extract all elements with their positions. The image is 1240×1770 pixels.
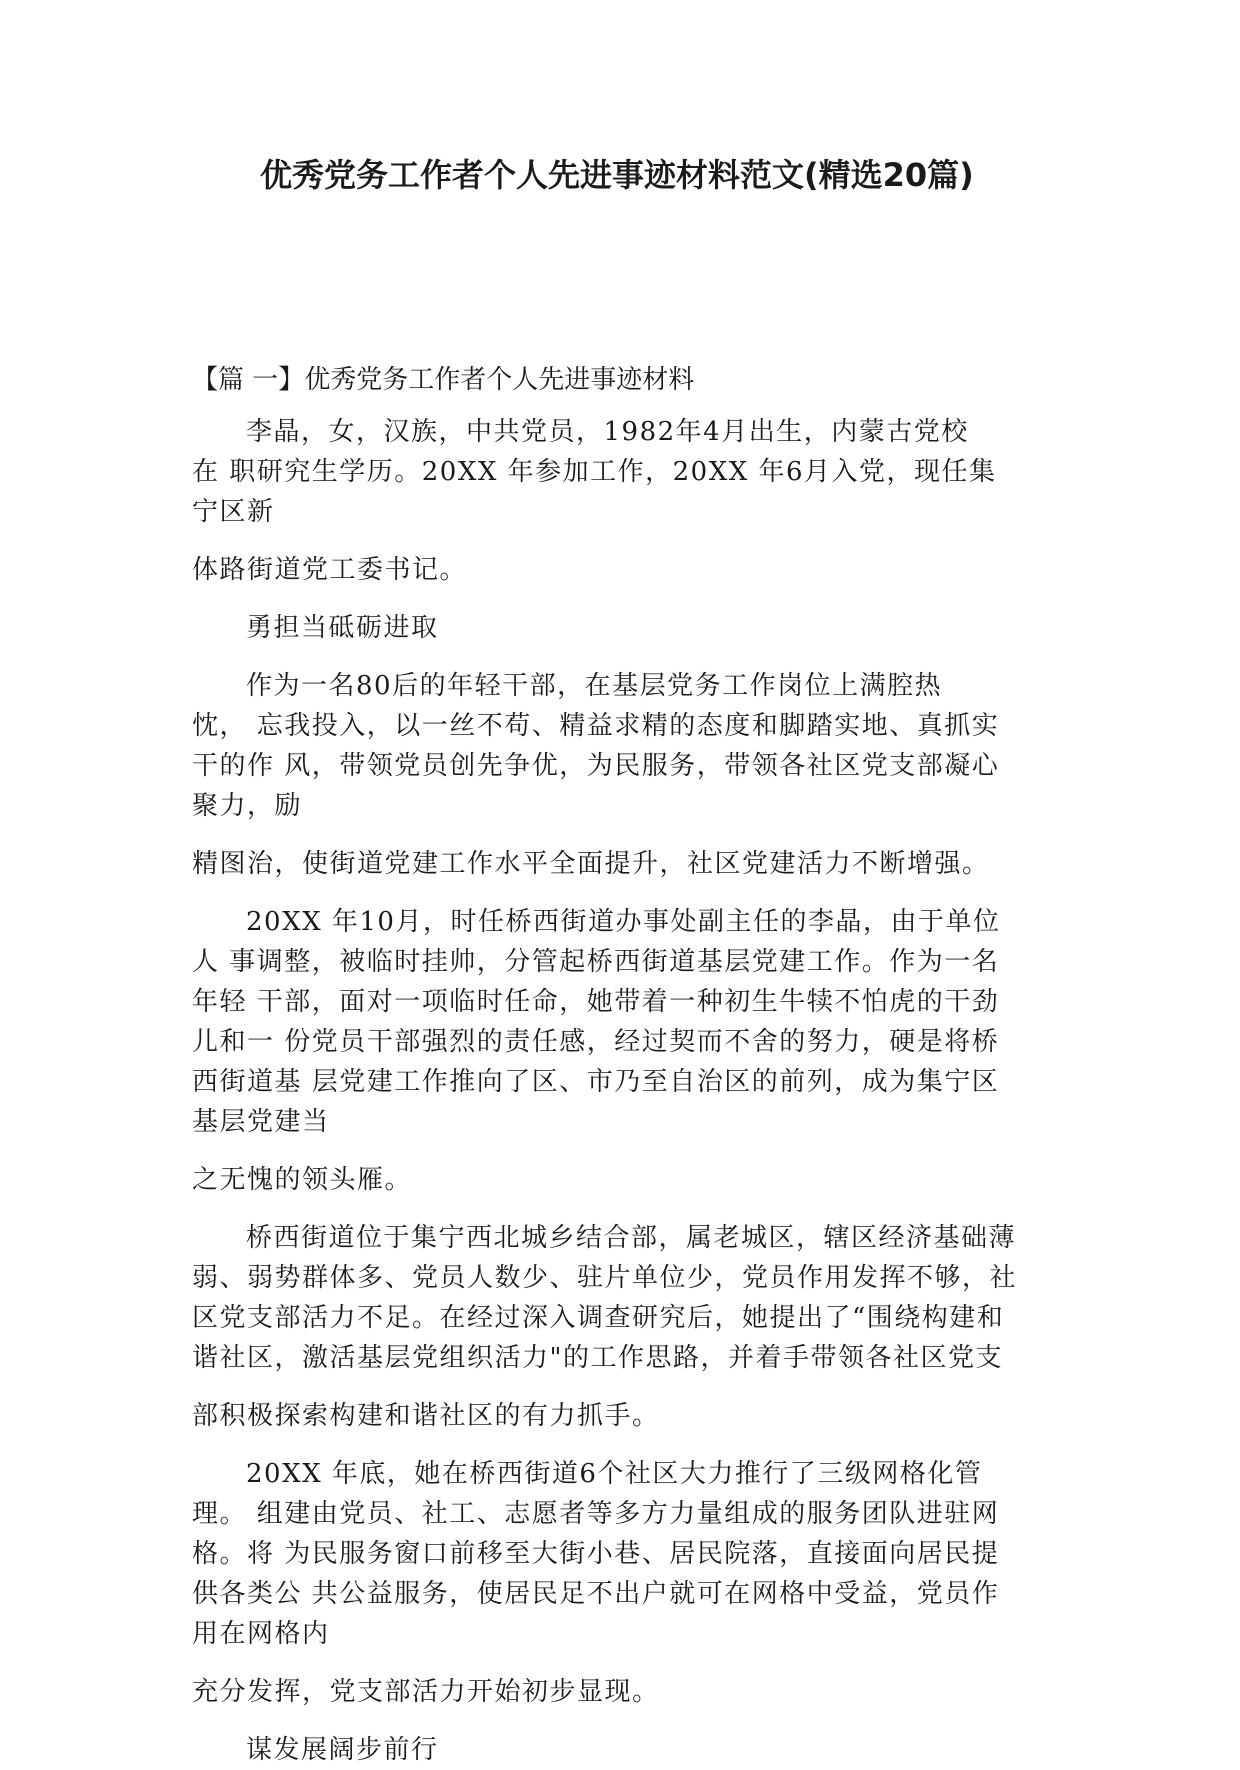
paragraph-line: 部积极探索构建和谐社区的有力抓手。: [192, 1401, 660, 1431]
paragraph-line: 宁区新: [192, 497, 275, 527]
paragraph-line: 干的作 风，带领党员创先争优，为民服务，带领各社区党支部凝心: [192, 751, 1000, 781]
paragraph-line: 弱、弱势群体多、党员人数少、驻片单位少，党员作用发挥不够，社: [192, 1263, 1018, 1293]
paragraph-line: 桥西街道位于集宁西北城乡结合部，属老城区，辖区经济基础薄: [246, 1223, 1017, 1253]
paragraph-line: 李晶，女，汉族，中共党员，1982年4月出生，内蒙古党校: [246, 417, 969, 447]
document-body: [192, 360, 1064, 1770]
paragraph-line: 基层党建当: [192, 1107, 330, 1137]
section-heading: 【篇 一】优秀党务工作者个人先进事迹材料: [192, 365, 695, 395]
document-title: 优秀党务工作者个人先进事迹材料范文(精选20篇): [260, 156, 974, 194]
paragraph-line: 人 事调整，被临时挂帅，分管起桥西街道基层党建工作。作为一名: [192, 947, 1000, 977]
paragraph-line: 年轻 干部，面对一项临时任命，她带着一种初生牛犊不怕虎的干劲: [192, 987, 1000, 1017]
paragraph-line: 之无愧的领头雁。: [192, 1165, 413, 1195]
paragraph-line: 在 职研究生学历。20XX 年参加工作，20XX 年6月入党，现任集: [192, 457, 997, 487]
paragraph-line: 忱， 忘我投入，以一丝不苟、精益求精的态度和脚踏实地、真抓实: [192, 711, 1000, 741]
paragraph-line: 儿和一 份党员干部强烈的责任感，经过契而不舍的努力，硬是将桥: [192, 1027, 1000, 1057]
paragraph-line: 体路街道党工委书记。: [192, 555, 468, 585]
paragraph-line: 20XX 年底，她在桥西街道6个社区大力推行了三级网格化管: [246, 1459, 983, 1489]
paragraph-line: 用在网格内: [192, 1619, 330, 1649]
subheading: 谋发展阔步前行: [246, 1735, 439, 1765]
paragraph-line: 格。将 为民服务窗口前移至大街小巷、居民院落，直接面向居民提: [192, 1539, 1000, 1569]
paragraph-line: 西街道基 层党建工作推向了区、市乃至自治区的前列，成为集宁区: [192, 1067, 1000, 1097]
paragraph-line: 聚力，励: [192, 791, 303, 821]
paragraph-line: 精图治，使街道党建工作水平全面提升，社区党建活力不断增强。: [192, 849, 990, 879]
paragraph-line: 供各类公 共公益服务，使居民足不出户就可在网格中受益，党员作: [192, 1579, 1000, 1609]
paragraph-line: 理。 组建由党员、社工、志愿者等多方力量组成的服务团队进驻网: [192, 1499, 1000, 1529]
paragraph-line: 作为一名80后的年轻干部，在基层党务工作岗位上满腔热: [246, 671, 943, 701]
paragraph-line: 20XX 年10月，时任桥西街道办事处副主任的李晶，由于单位: [246, 907, 1001, 937]
subheading: 勇担当砥砺进取: [246, 613, 439, 643]
paragraph-line: 充分发挥，党支部活力开始初步显现。: [192, 1677, 660, 1707]
paragraph-line: 区党支部活力不足。在经过深入调查研究后，她提出了“围绕构建和: [192, 1303, 1005, 1333]
paragraph-line: 谐社区，激活基层党组织活力"的工作思路，并着手带领各社区党支: [192, 1343, 1003, 1373]
